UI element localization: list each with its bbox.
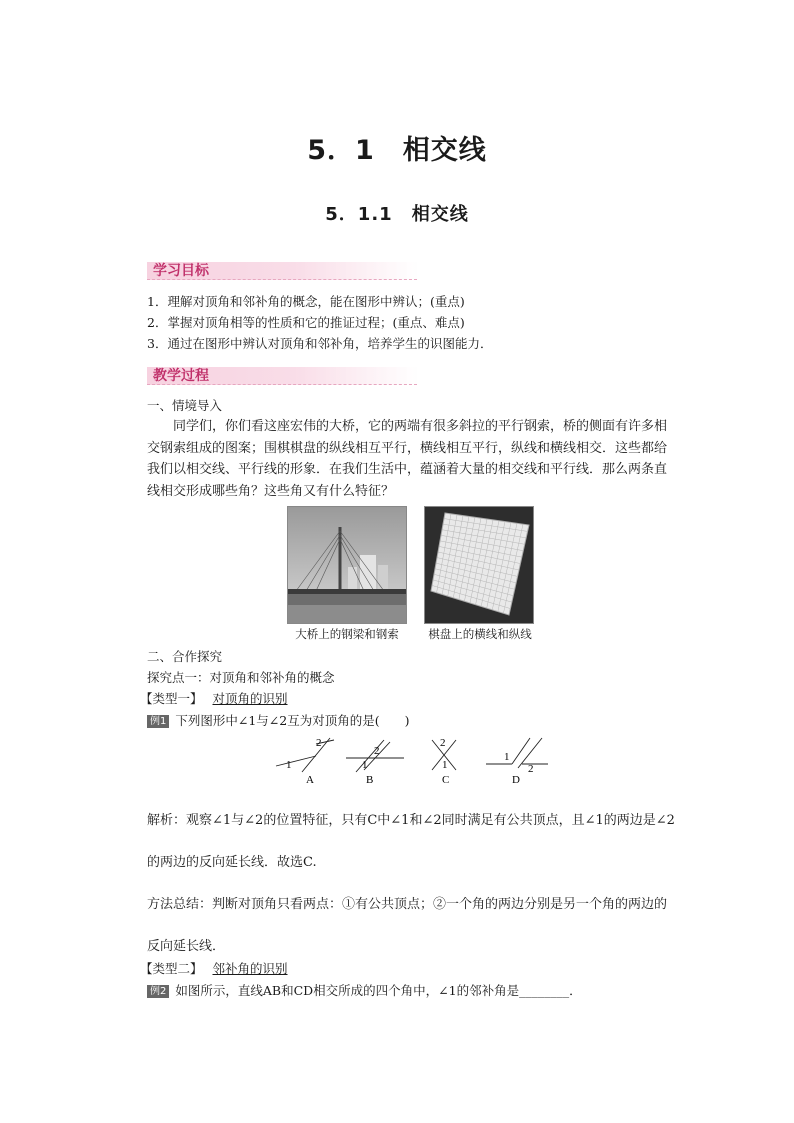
figure-b-label-1: 1: [362, 759, 368, 771]
example-1-text: 下列图形中∠1与∠2互为对顶角的是( ): [175, 713, 410, 728]
example-2-tag: 例2: [147, 985, 169, 998]
objective-item-3: 3．通过在图形中辨认对顶角和邻补角，培养学生的识图能力．: [147, 336, 493, 351]
type-2-heading: [140, 958, 288, 979]
figure-d-label-2: 2: [528, 763, 534, 775]
type-2-name: 邻补角的识别: [212, 961, 288, 976]
example-1-tag: 例1: [147, 715, 169, 728]
figure-c-option: C: [442, 774, 450, 786]
method-summary: 方法总结：判断对顶角只看两点：①有公共顶点；②一个角的两边分别是另一个角的两边的反向延长线．: [147, 897, 668, 954]
page-title: 5．1 相交线: [307, 135, 487, 166]
exploration-point-1: 探究点一：对顶角和邻补角的概念: [147, 670, 335, 685]
example-2-end: ．: [569, 983, 582, 998]
bridge-illustration: [288, 507, 406, 623]
figure-a: [276, 738, 334, 772]
go-board-illustration: [425, 507, 533, 623]
bridge-photo: [287, 506, 407, 624]
objective-item-2: 2．掌握对顶角相等的性质和它的推证过程；(重点、难点): [147, 315, 465, 330]
objective-item-1: 1．理解对顶角和邻补角的概念，能在图形中辨认；(重点): [147, 294, 465, 309]
process-banner: 教学过程: [147, 367, 417, 385]
section-subtitle: 5．1.1 相交线: [325, 204, 469, 225]
type-1-name: 对顶角的识别: [212, 691, 288, 706]
example-2-question: [147, 980, 582, 1001]
example-1-question: [147, 710, 409, 731]
figure-b-option: B: [366, 774, 374, 786]
figure-c-label-1: 1: [442, 759, 448, 771]
figure-d-option: D: [512, 774, 520, 786]
section-heading-explore: 二、合作探究: [147, 649, 223, 664]
example-1-figures: [272, 732, 562, 786]
intro-paragraph: 同学们，你们看这座宏伟的大桥，它的两端有很多斜拉的平行钢索，桥的侧面有许多相交钢索组成的图案；围棋棋盘的纵线相互平行，横线相互平行，纵线和横线相交．这些都给我们以相交线、平行线的形象．在我们生活中，蕴涵着大量的相交线和平行线．那么两条直线相交形成哪些角？这些角又有什么特征？: [147, 419, 668, 499]
objectives-banner: 学习目标: [147, 262, 417, 280]
figure-b-label-2: 2: [374, 745, 380, 757]
board-caption: 棋盘上的横线和纵线: [428, 627, 532, 641]
figure-a-label-1: 1: [286, 759, 292, 771]
figure-d: [486, 738, 548, 768]
go-board-photo: [424, 506, 534, 624]
section-heading-intro: 一、情境导入: [147, 398, 223, 413]
analysis-paragraph: 解析：观察∠1与∠2的位置特征，只有C中∠1和∠2同时满足有公共顶点，且∠1的两边是∠2的两边的反向延长线．故选C.: [147, 813, 675, 870]
example-2-text: 如图所示，直线AB和CD相交所成的四个角中，∠1的邻补角是: [175, 983, 520, 998]
type-1-bracket: 【类型一】: [140, 691, 203, 706]
figure-d-label-1: 1: [504, 751, 510, 763]
example-2-blank[interactable]: ________: [519, 983, 570, 998]
figure-a-option: A: [306, 774, 314, 786]
bridge-caption: 大桥上的钢梁和钢索: [295, 627, 399, 641]
type-2-bracket: 【类型二】: [140, 961, 203, 976]
figure-a-label-2: 2: [316, 737, 322, 749]
type-1-heading: [140, 688, 288, 709]
figure-c-label-2: 2: [440, 737, 446, 749]
